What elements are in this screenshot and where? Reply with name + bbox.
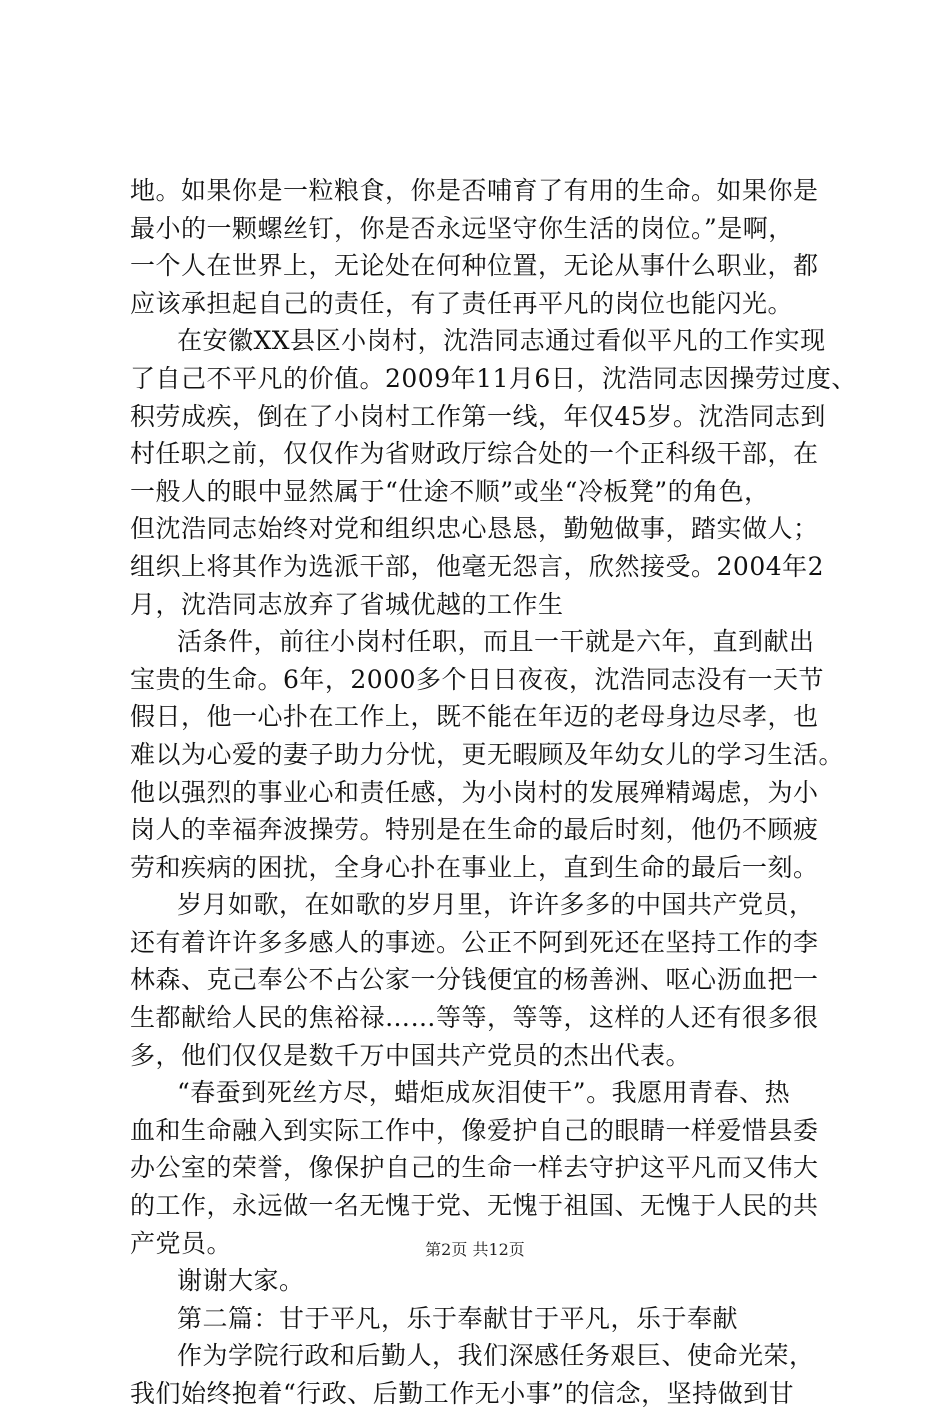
text-line: 假日，他一心扑在工作上，既不能在年迈的老母身边尽孝，也 [130,702,819,732]
text-line: 一般人的眼中显然属于“仕途不顺”或坐“冷板凳”的角色， [130,476,770,506]
text-line: 月，沈浩同志放弃了省城优越的工作生 [130,589,564,619]
text-line: 活条件，前往小岗村任职，而且一干就是六年，直到献出 [177,627,815,657]
text-line: 血和生命融入到实际工作中，像爱护自己的眼睛一样爱惜县委 [130,1115,819,1145]
text-line: 一个人在世界上，无论处在何种位置，无论从事什么职业，都 [130,251,819,281]
text-line: 积劳成疾，倒在了小岗村工作第一线，年仅45岁。沈浩同志到 [130,401,826,431]
text-line: 第二篇：甘于平凡，乐于奉献甘于平凡，乐于奉献 [177,1303,739,1333]
text-line: 岗人的幸福奔波操劳。特别是在生命的最后时刻，他仍不顾疲 [130,815,819,845]
text-line: 产党员。 [130,1228,233,1258]
text-line: 岁月如歌，在如歌的岁月里，许许多多的中国共产党员， [177,890,815,920]
text-line: 村任职之前，仅仅作为省财政厅综合处的一个正科级干部，在 [130,439,819,469]
text-line: 宝贵的生命。6年，2000多个日日夜夜，沈浩同志没有一天节 [130,664,825,694]
text-line: 谢谢大家。 [177,1266,305,1296]
text-line: 林森、克己奉公不占公家一分钱便宜的杨善洲、呕心沥血把一 [130,965,819,995]
text-line: 了自己不平凡的价值。2009年11月6日，沈浩同志因操劳过度、 [130,363,857,393]
text-line: 的工作，永远做一名无愧于党、无愧于祖国、无愧于人民的共 [130,1191,819,1221]
text-line: 最小的一颗螺丝钉，你是否永远坚守你生活的岗位。”是啊， [130,213,794,243]
text-line: 还有着许许多多感人的事迹。公正不阿到死还在坚持工作的李 [130,927,819,957]
text-line: 生都献给人民的焦裕禄……等等，等等，这样的人还有很多很 [130,1003,819,1033]
text-line: 应该承担起自己的责任，有了责任再平凡的岗位也能闪光。 [130,288,794,318]
text-line: 我们始终抱着“行政、后勤工作无小事”的信念，坚持做到甘 [130,1379,795,1408]
text-line: 劳和疾病的困扰，全身心扑在事业上，直到生命的最后一刻。 [130,852,819,882]
text-line: 多，他们仅仅是数千万中国共产党员的杰出代表。 [130,1040,692,1070]
text-line: “春蚕到死丝方尽，蜡炬成灰泪使干”。我愿用青春、热 [177,1078,791,1108]
document-body [130,172,857,1413]
text-line: 办公室的荣誉，像保护自己的生命一样去守护这平凡而又伟大 [130,1153,819,1183]
text-line: 在安徽XX县区小岗村，沈浩同志通过看似平凡的工作实现 [177,326,826,356]
text-line: 地。如果你是一粒粮食，你是否哺育了有用的生命。如果你是 [130,176,819,205]
text-line: 但沈浩同志始终对党和组织忠心恳恳，勤勉做事，踏实做人； [130,514,819,544]
page-footer: 第2页 共12页 [425,1240,525,1259]
text-line: 难以为心爱的妻子助力分忧，更无暇顾及年幼女儿的学习生活。 [130,739,845,769]
text-line: 组织上将其作为选派干部，他毫无怨言，欣然接受。2004年2 [130,551,825,581]
text-line: 作为学院行政和后勤人，我们深感任务艰巨、使命光荣， [177,1341,815,1371]
text-line: 他以强烈的事业心和责任感，为小岗村的发展殚精竭虑，为小 [130,777,819,807]
